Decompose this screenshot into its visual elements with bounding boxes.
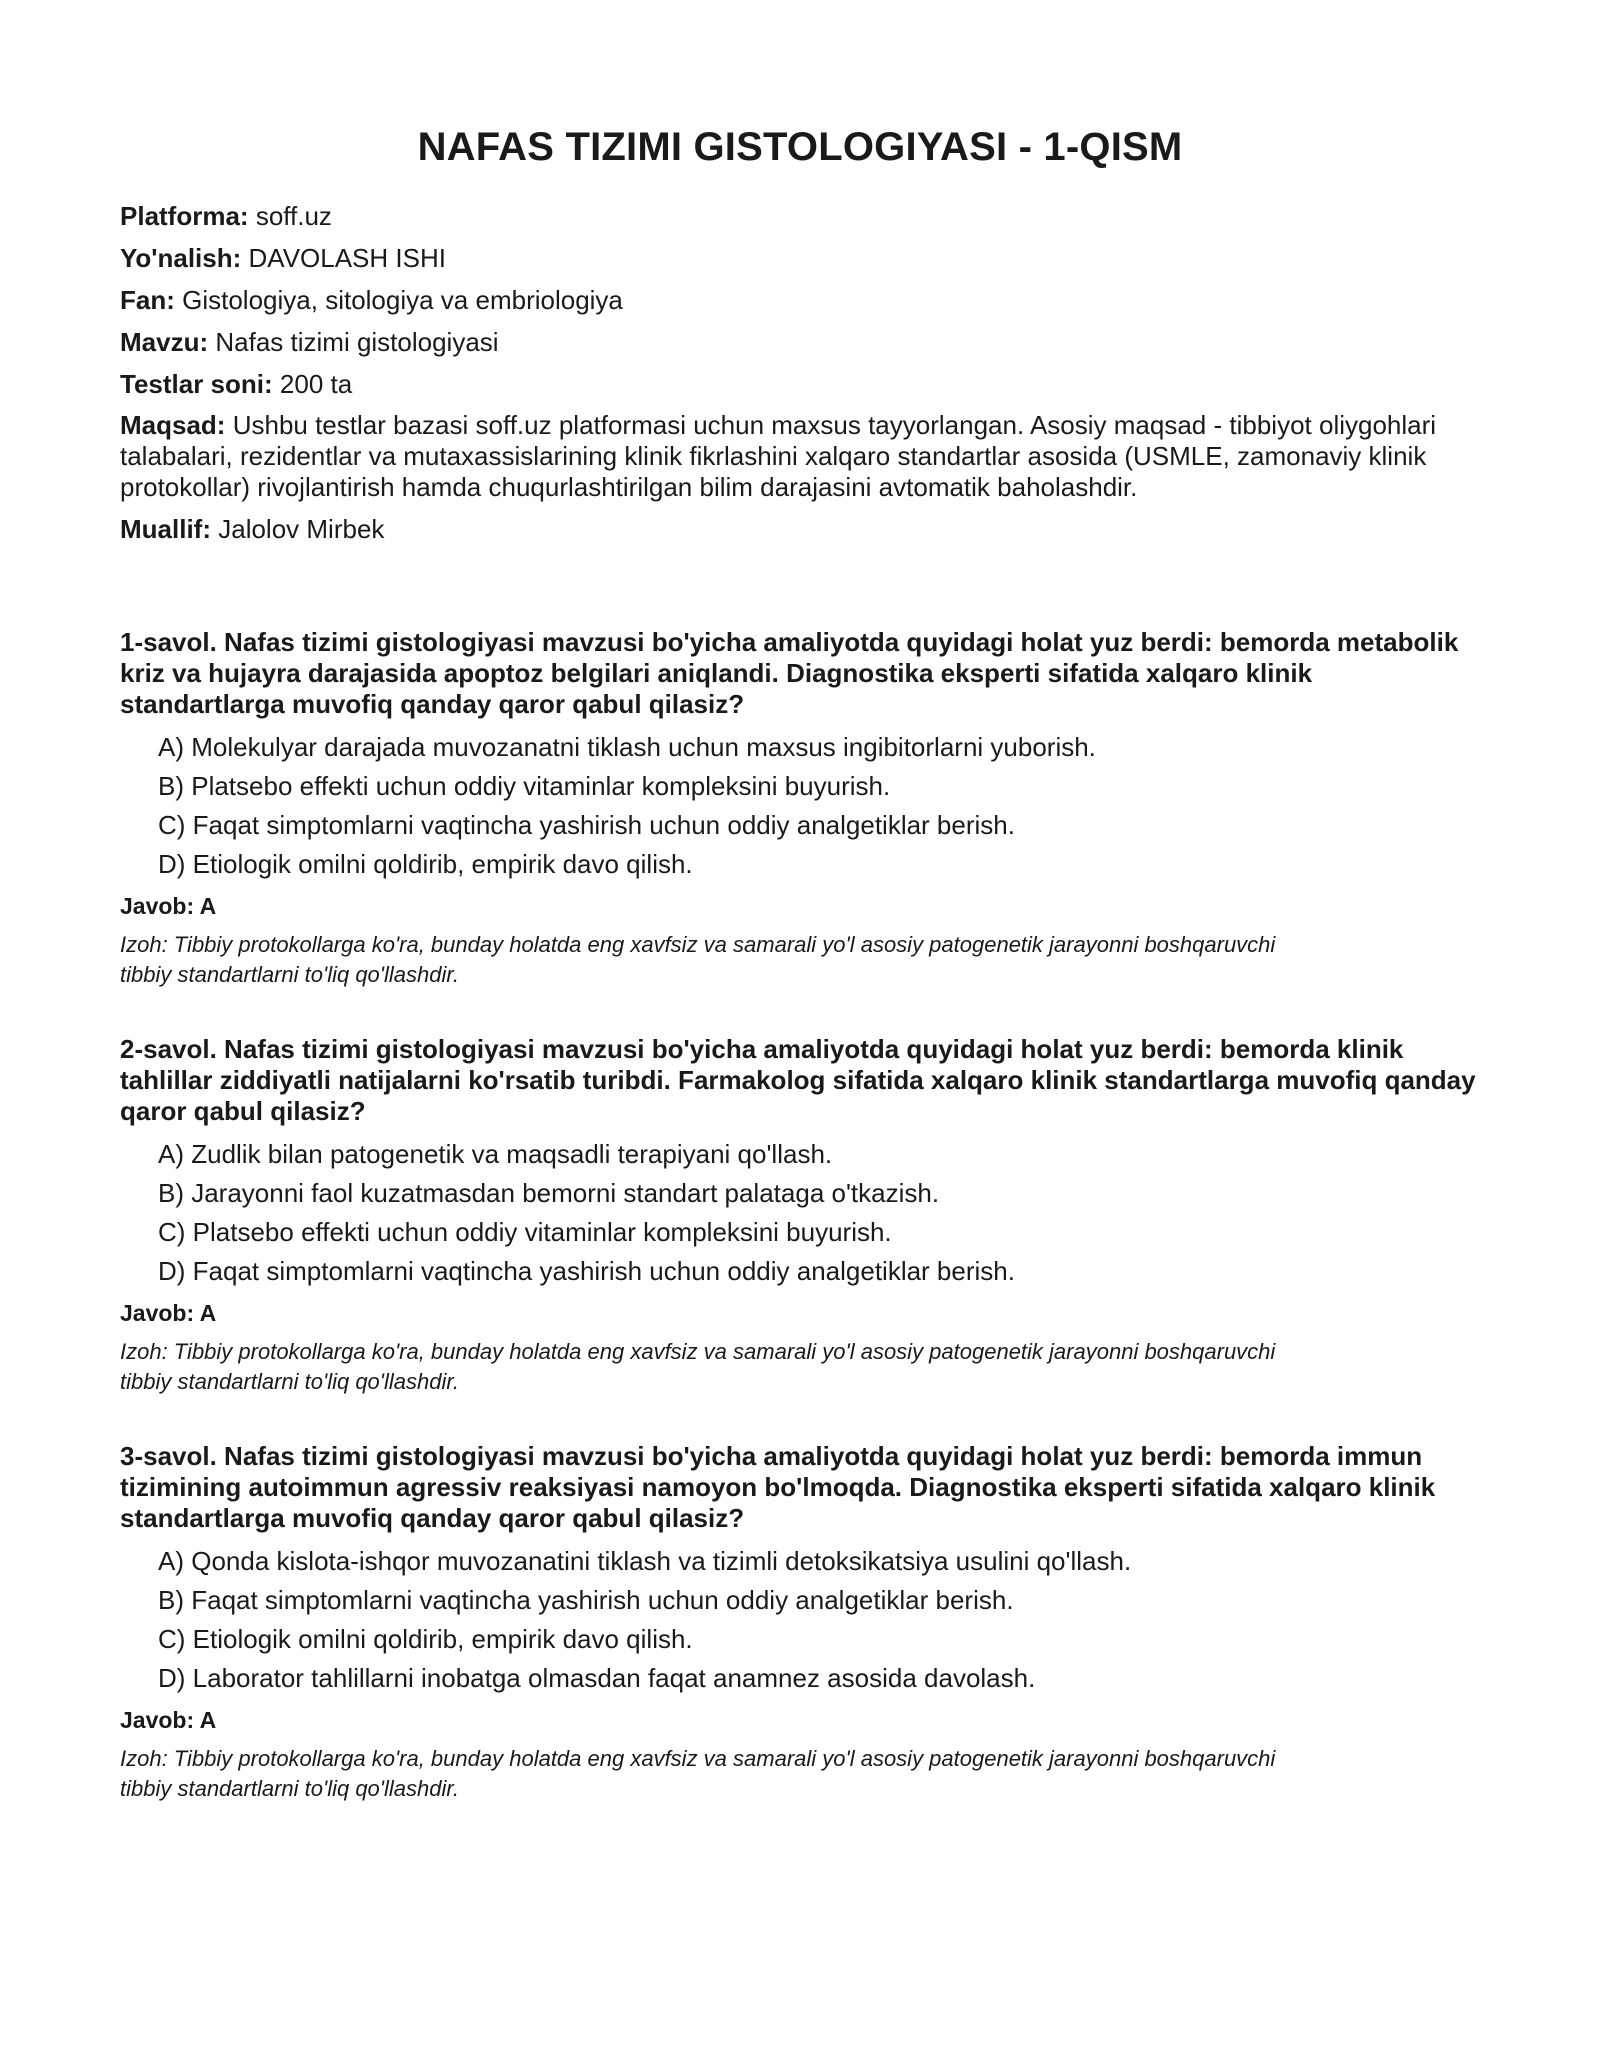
answer-text: Javob: A <box>120 893 217 919</box>
option-a: A) Molekulyar darajada muvozanatni tiklash uchun maxsus ingibitorlarni yuborish. <box>158 732 1096 762</box>
direction-label: Yo'nalish: <box>120 243 242 273</box>
question-block-2 <box>120 1034 1480 1397</box>
goal-line <box>120 410 1480 503</box>
goal-value: Ushbu testlar bazasi soff.uz platformasi uchun maxsus tayyorlangan. Asosiy maqsad - tibbiyot oliygohlari talabalari, rezidentlar va mutaxassislarining klinik fikrlashini xalqaro standartlar asosida (USMLE, zamonaviy klinik protokollar) rivojlantirish hamda chuqurlashtirilgan bilim darajasini avtomatik baholashdir. <box>120 410 1437 502</box>
goal-label: Maqsad: <box>120 410 226 440</box>
author-label: Muallif: <box>120 514 211 544</box>
subject-line <box>120 284 1480 316</box>
question-text: 2-savol. Nafas tizimi gistologiyasi mavzusi bo'yicha amaliyotda quyidagi holat yuz berdi: bemorda klinik tahlillar ziddiyatli natijalarni ko'rsatib turibdi. Farmakolog sifatida xalqaro klinik standartlarga muvofiq qanday qaror qabul qilasiz? <box>120 1034 1476 1126</box>
direction-line <box>120 242 1480 274</box>
option-a: A) Qonda kislota-ishqor muvozanatini tiklash va tizimli detoksikatsiya usulini qo'llash. <box>158 1546 1132 1576</box>
platform-label: Platforma: <box>120 201 249 231</box>
question-text: 1-savol. Nafas tizimi gistologiyasi mavzusi bo'yicha amaliyotda quyidagi holat yuz berdi: bemorda metabolik kriz va hujayra darajasida apoptoz belgilari aniqlandi. Diagnostika eksperti sifatida xalqaro klinik standartlarga muvofiq qanday qaror qabul qilasiz? <box>120 627 1459 719</box>
option-a: A) Zudlik bilan patogenetik va maqsadli terapiyani qo'llash. <box>158 1139 833 1169</box>
direction-value: DAVOLASH ISHI <box>248 243 446 273</box>
explanation-text: Izoh: Tibbiy protokollarga ko'ra, bunday holatda eng xavfsiz va samarali yo'l asosiy patogenetik jarayonni boshqaruvchi tibbiy standartlarni to'liq qo'llashdir. <box>120 1339 1276 1394</box>
platform-value: soff.uz <box>255 201 332 231</box>
option-b: B) Faqat simptomlarni vaqtincha yashirish uchun oddiy analgetiklar berish. <box>158 1585 1014 1615</box>
explanation-text: Izoh: Tibbiy protokollarga ko'ra, bunday holatda eng xavfsiz va samarali yo'l asosiy patogenetik jarayonni boshqaruvchi tibbiy standartlarni to'liq qo'llashdir. <box>120 1746 1276 1801</box>
option-d: D) Etiologik omilni qoldirib, empirik davo qilish. <box>158 849 693 879</box>
option-list <box>120 1139 1480 1287</box>
option-b: B) Platsebo effekti uchun oddiy vitaminlar kompleksini buyurish. <box>158 771 891 801</box>
option-d: D) Faqat simptomlarni vaqtincha yashirish uchun oddiy analgetiklar berish. <box>158 1256 1015 1286</box>
option-d: D) Laborator tahlillarni inobatga olmasdan faqat anamnez asosida davolash. <box>158 1663 1036 1693</box>
answer-text: Javob: A <box>120 1707 217 1733</box>
option-c: C) Platsebo effekti uchun oddiy vitaminlar kompleksini buyurish. <box>158 1217 892 1247</box>
question-block-1 <box>120 627 1480 990</box>
option-c: C) Etiologik omilni qoldirib, empirik davo qilish. <box>158 1624 693 1654</box>
questions-section <box>120 627 1480 1804</box>
option-list <box>120 1546 1480 1694</box>
topic-value: Nafas tizimi gistologiyasi <box>215 327 499 357</box>
option-c: C) Faqat simptomlarni vaqtincha yashirish uchun oddiy analgetiklar berish. <box>158 810 1015 840</box>
subject-value: Gistologiya, sitologiya va embriologiya <box>182 285 623 315</box>
metadata-section <box>120 200 1480 545</box>
option-list <box>120 732 1480 880</box>
test-count-label: Testlar soni: <box>120 369 273 399</box>
platform-line <box>120 200 1480 232</box>
author-line <box>120 513 1480 545</box>
question-block-3 <box>120 1441 1480 1804</box>
option-b: B) Jarayonni faol kuzatmasdan bemorni standart palataga o'tkazish. <box>158 1178 940 1208</box>
subject-label: Fan: <box>120 285 175 315</box>
document-title: NAFAS TIZIMI GISTOLOGIYASI - 1-QISM <box>417 125 1183 169</box>
test-count-value: 200 ta <box>279 369 353 399</box>
topic-line <box>120 326 1480 358</box>
test-count-line <box>120 368 1480 400</box>
answer-text: Javob: A <box>120 1300 217 1326</box>
topic-label: Mavzu: <box>120 327 209 357</box>
author-value: Jalolov Mirbek <box>218 514 385 544</box>
explanation-text: Izoh: Tibbiy protokollarga ko'ra, bunday holatda eng xavfsiz va samarali yo'l asosiy patogenetik jarayonni boshqaruvchi tibbiy standartlarni to'liq qo'llashdir. <box>120 932 1276 987</box>
question-text: 3-savol. Nafas tizimi gistologiyasi mavzusi bo'yicha amaliyotda quyidagi holat yuz berdi: bemorda immun tizimining autoimmun agressiv reaksiyasi namoyon bo'lmoqda. Diagnostika eksperti sifatida xalqaro klinik standartlarga muvofiq qanday qaror qabul qilasiz? <box>120 1441 1436 1533</box>
